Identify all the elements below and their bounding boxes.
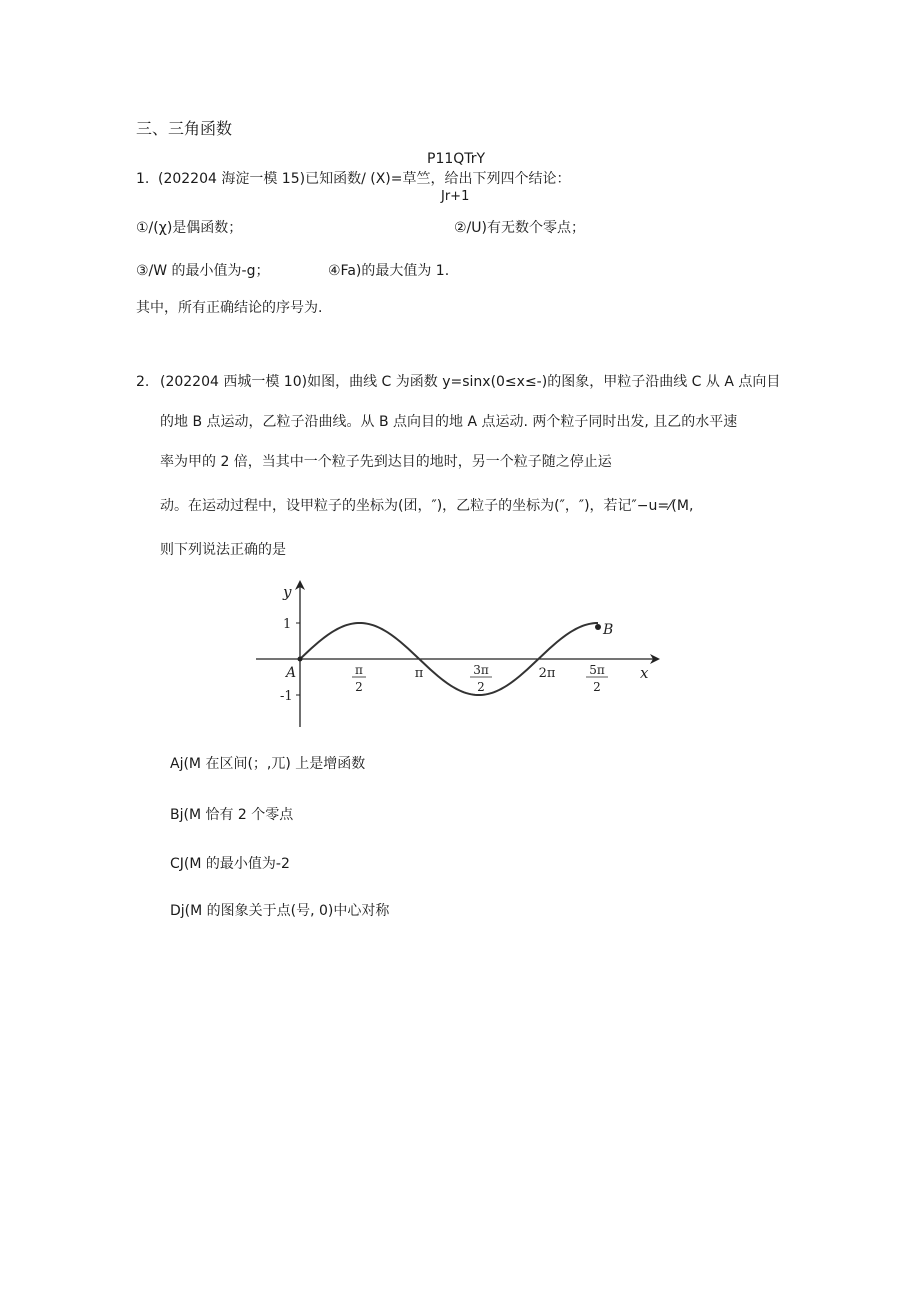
- q2-number: 2.: [136, 374, 150, 390]
- q1-option-4: ④Fa)的最大值为 1.: [328, 263, 450, 279]
- point-b-label: B: [603, 622, 614, 638]
- tick-pi-over-2-denominator: 2: [355, 680, 363, 694]
- q1-option-3: ③/W 的最小值为-g；: [136, 263, 270, 279]
- y-tick-label-pos: 1: [283, 617, 292, 632]
- tick-3pi-over-2-denominator: 2: [477, 680, 485, 694]
- tick-pi: π: [414, 666, 424, 681]
- q1-option-1: ①/(χ)是偶函数；: [136, 220, 243, 236]
- sine-graph: [250, 578, 670, 728]
- section-title: 三、三角函数: [136, 119, 233, 138]
- q1-ask: 其中，所有正确结论的序号为.: [136, 300, 323, 316]
- tick-3pi-over-2-numerator: 3π: [473, 663, 489, 677]
- point-a-label: A: [286, 665, 297, 681]
- q2-line-5: 则下列说法正确的是: [160, 542, 286, 558]
- tick-pi-over-2-numerator: π: [355, 663, 363, 677]
- q2-line-4: 动。在运动过程中，设甲粒子的坐标为(团，″)，乙粒子的坐标为(″，″)，若记″−u=⁄(M,: [160, 498, 694, 514]
- q1-fraction-numerator: P11QTrY: [427, 151, 486, 167]
- q2-option-b: Bj(M 恰有 2 个零点: [170, 807, 294, 823]
- q2-option-d: Dj(M 的图象关于点(号, 0)中心对称: [170, 903, 390, 919]
- q1-fraction-denominator: Jr+1: [441, 189, 470, 204]
- tick-5pi-over-2-numerator: 5π: [589, 663, 605, 677]
- tick-5pi-over-2-denominator: 2: [593, 680, 601, 694]
- point-b-dot: [595, 624, 601, 630]
- y-tick-label-neg: -1: [280, 689, 293, 704]
- q1-number: 1.: [136, 171, 150, 187]
- q1-option-2: ②/U)有无数个零点；: [454, 220, 585, 236]
- q2-line-2: 的地 B 点运动，乙粒子沿曲线。从 B 点向目的地 A 点运动. 两个粒子同时出发, 且乙的水平速: [160, 414, 738, 430]
- y-axis-label: y: [283, 583, 292, 601]
- q1-stem: (202204 海淀一模 15)已知函数/ (X)=草竺，给出下列四个结论：: [158, 171, 571, 187]
- q2-line-3: 率为甲的 2 倍，当其中一个粒子先到达目的地时，另一个粒子随之停止运: [160, 454, 612, 470]
- q2-option-a: Aj(M 在区间(；,兀) 上是增函数: [170, 756, 366, 772]
- tick-2pi: 2π: [538, 666, 556, 681]
- q2-option-c: CJ(M 的最小值为-2: [170, 856, 290, 872]
- x-axis-label: x: [640, 664, 649, 682]
- point-a-dot: [298, 657, 303, 662]
- q2-line-1: (202204 西城一模 10)如图，曲线 C 为函数 y=sinx(0≤x≤-)的图象，甲粒子沿曲线 C 从 A 点向目: [160, 374, 781, 390]
